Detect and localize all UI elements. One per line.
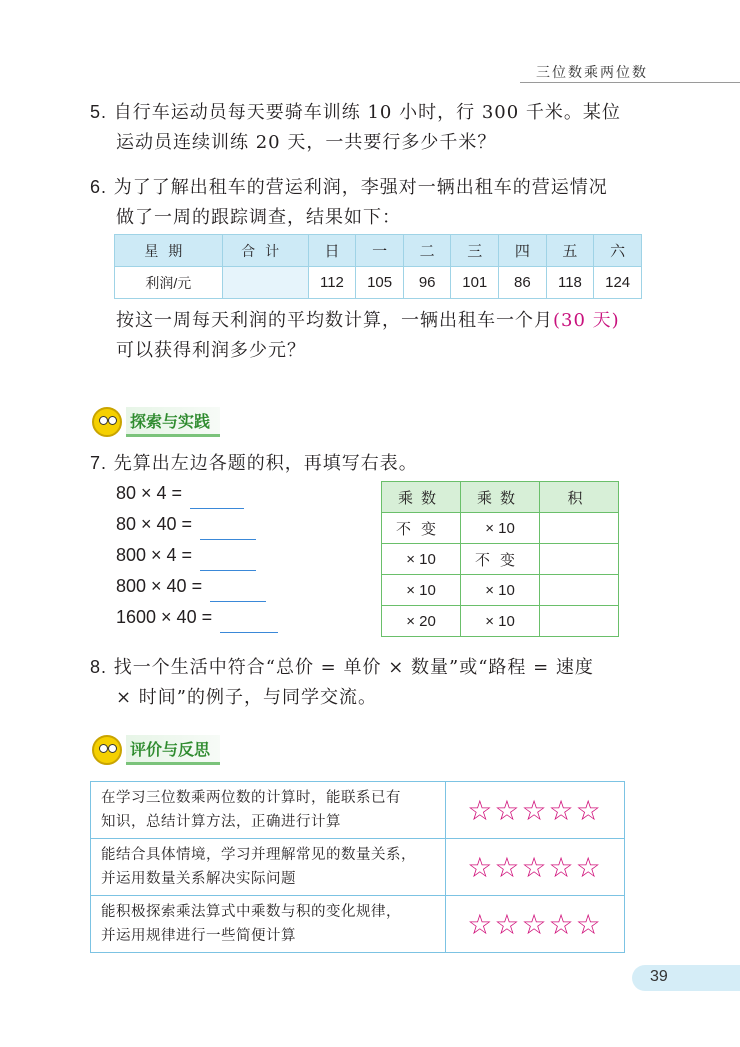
header-cell: 日 xyxy=(308,235,356,267)
header-divider xyxy=(520,82,740,83)
calc-expression: 80 × 4 = xyxy=(116,483,183,503)
value-cell: 86 xyxy=(499,267,547,299)
row-label: 利润/元 xyxy=(115,267,223,299)
header-cell: 六 xyxy=(594,235,642,267)
q6-line2: 做了一周的跟踪调查，结果如下： xyxy=(116,207,401,228)
calc-expression: 800 × 4 = xyxy=(116,545,193,565)
value-cell: 112 xyxy=(308,267,356,299)
table-row xyxy=(382,544,619,575)
criterion-text xyxy=(91,839,446,896)
question-8 xyxy=(90,652,594,713)
multiplier-table-header xyxy=(382,482,619,513)
q7-text: 先算出左边各题的积，再填写右表。 xyxy=(113,453,418,474)
factor-cell: × 10 xyxy=(382,544,461,575)
table-row xyxy=(382,513,619,544)
answer-blank[interactable] xyxy=(220,610,278,633)
header-cell: 积 xyxy=(540,482,619,513)
criterion-line: 在学习三位数乘两位数的计算时，能联系已有 xyxy=(101,790,401,806)
answer-blank[interactable] xyxy=(200,548,256,571)
product-cell[interactable] xyxy=(540,575,619,606)
page-number-tab xyxy=(632,965,740,991)
q7-number: 7. xyxy=(90,453,108,473)
answer-blank[interactable] xyxy=(190,486,244,509)
factor-cell: 不变 xyxy=(382,513,461,544)
profit-table-header xyxy=(115,235,642,267)
factor-cell: × 10 xyxy=(461,575,540,606)
answer-blank[interactable] xyxy=(210,579,266,602)
calc-item xyxy=(116,478,278,509)
value-cell: 105 xyxy=(356,267,404,299)
product-cell[interactable] xyxy=(540,606,619,637)
q5-number: 5. xyxy=(90,102,108,122)
header-cell: 四 xyxy=(499,235,547,267)
table-row xyxy=(91,839,625,896)
criterion-line: 知识，总结计算方法，正确进行计算 xyxy=(101,814,341,830)
q8-line1: 找一个生活中符合“总价 = 单价 × 数量”或“路程 = 速度 xyxy=(113,657,594,678)
factor-cell: 不变 xyxy=(461,544,540,575)
q5-line1: 自行车运动员每天要骑车训练 10 小时，行 300 千米。某位 xyxy=(113,102,621,123)
value-cell: 118 xyxy=(546,267,594,299)
factor-cell: × 10 xyxy=(382,575,461,606)
factor-cell: × 20 xyxy=(382,606,461,637)
star-rating[interactable]: ☆☆☆☆☆ xyxy=(446,896,625,953)
calc-list xyxy=(116,478,278,633)
header-cell: 合计 xyxy=(222,235,308,267)
question-7 xyxy=(90,448,418,479)
header-cell: 乘数 xyxy=(382,482,461,513)
section-explore-badge xyxy=(92,402,220,442)
table-row xyxy=(382,575,619,606)
calc-expression: 1600 × 40 = xyxy=(116,607,213,627)
q8-number: 8. xyxy=(90,657,108,677)
table-row xyxy=(91,896,625,953)
table-row xyxy=(91,782,625,839)
factor-cell: × 10 xyxy=(461,513,540,544)
profit-table-row xyxy=(115,267,642,299)
calc-expression: 80 × 40 = xyxy=(116,514,193,534)
chick-mascot-icon xyxy=(92,735,122,765)
section-reflect-label: 评价与反思 xyxy=(126,735,220,765)
sum-cell[interactable] xyxy=(222,267,308,299)
calc-item xyxy=(116,509,278,540)
chick-mascot-icon xyxy=(92,407,122,437)
header-cell: 星期 xyxy=(115,235,223,267)
star-rating[interactable]: ☆☆☆☆☆ xyxy=(446,782,625,839)
answer-blank[interactable] xyxy=(200,517,256,540)
page-number: 39 xyxy=(650,968,668,985)
header-cell: 三 xyxy=(451,235,499,267)
q6-highlight: (30 天) xyxy=(553,310,620,331)
criterion-line: 并运用规律进行一些简便计算 xyxy=(101,928,296,944)
criterion-text xyxy=(91,782,446,839)
factor-cell: × 10 xyxy=(461,606,540,637)
calc-expression: 800 × 40 = xyxy=(116,576,203,596)
table-row xyxy=(382,606,619,637)
profit-table xyxy=(114,234,642,299)
star-rating[interactable]: ☆☆☆☆☆ xyxy=(446,839,625,896)
question-6 xyxy=(90,172,608,233)
q6-line1: 为了了解出租车的营运利润，李强对一辆出租车的营运情况 xyxy=(113,177,608,198)
header-cell: 二 xyxy=(403,235,451,267)
product-cell[interactable] xyxy=(540,544,619,575)
q8-line2: × 时间”的例子，与同学交流。 xyxy=(116,687,378,708)
q5-line2: 运动员连续训练 20 天，一共要行多少千米？ xyxy=(116,132,497,153)
calc-item xyxy=(116,571,278,602)
question-5 xyxy=(90,97,621,158)
section-reflect-badge xyxy=(92,730,220,770)
product-cell[interactable] xyxy=(540,513,619,544)
header-cell: 五 xyxy=(546,235,594,267)
value-cell: 124 xyxy=(594,267,642,299)
value-cell: 101 xyxy=(451,267,499,299)
q6-after-line2: 可以获得利润多少元？ xyxy=(116,340,306,361)
criterion-line: 能积极探索乘法算式中乘数与积的变化规律， xyxy=(101,904,401,920)
q6-after-line1: 按这一周每天利润的平均数计算，一辆出租车一个月 xyxy=(116,310,553,331)
running-header: 三位数乘两位数 xyxy=(536,65,648,81)
section-explore-label: 探索与实践 xyxy=(126,407,220,437)
header-cell: 一 xyxy=(356,235,404,267)
calc-item xyxy=(116,602,278,633)
header-cell: 乘数 xyxy=(461,482,540,513)
value-cell: 96 xyxy=(403,267,451,299)
criterion-line: 能结合具体情境，学习并理解常见的数量关系， xyxy=(101,847,416,863)
criterion-text xyxy=(91,896,446,953)
question-6-followup xyxy=(116,306,620,366)
self-evaluation-table xyxy=(90,781,625,953)
q6-number: 6. xyxy=(90,177,108,197)
criterion-line: 并运用数量关系解决实际问题 xyxy=(101,871,296,887)
multiplier-table xyxy=(381,481,619,637)
calc-item xyxy=(116,540,278,571)
